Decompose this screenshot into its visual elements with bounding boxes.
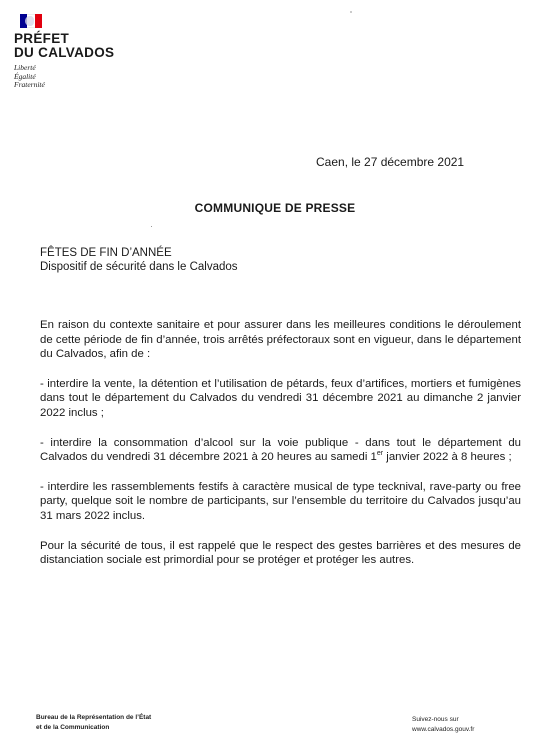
website-link[interactable]: www.calvados.gouv.fr — [412, 725, 475, 733]
footer-office-line2: et de la Communication — [36, 723, 110, 731]
motto-egalite: Égalité — [14, 71, 36, 81]
document-body — [40, 318, 521, 583]
prefecture-logo — [14, 14, 164, 90]
document-title: COMMUNIQUE DE PRESSE — [194, 201, 356, 215]
scan-speck — [350, 11, 352, 13]
footer-website — [412, 715, 474, 734]
measure-alcohol: - interdire la consommation d’alcool sur la voie publique - dans tout le département du Calvados du vendredi 31 décembre 2021 à 20 heures au samedi 1er janvier 2022 à 8 heures ; — [40, 436, 521, 464]
prefet-name-line1: PRÉFET — [14, 31, 70, 46]
motto-liberte: Liberté — [14, 63, 36, 72]
marianne-flag-icon — [20, 14, 42, 28]
prefet-name-line2: DU CALVADOS — [14, 45, 115, 60]
footer-office-line1: Bureau de la Représentation de l’État — [36, 714, 152, 721]
footer-follow-label: Suivez-nous sur — [412, 716, 459, 723]
subject-subheading: Dispositif de sécurité dans le Calvados — [40, 261, 238, 273]
subject-heading: FÊTES DE FIN D’ANNÉE — [40, 247, 172, 259]
closing-paragraph: Pour la sécurité de tous, il est rappelé que le respect des gestes barrières et des mesures de distanciation sociale est primordial pour se protéger et protéger les autres. — [40, 539, 521, 567]
document-date: Caen, le 27 décembre 2021 — [316, 155, 465, 169]
subject-block — [40, 246, 510, 274]
motto-fraternite: Fraternité — [14, 80, 45, 89]
republic-motto — [14, 64, 164, 90]
scan-speck — [151, 226, 152, 227]
measure-gatherings: - interdire les rassemblements festifs à caractère musical de type tecknival, rave-party ou free party, quelque soit le nombre de participants, sur l’ensemble du territoire du Calvados jusqu’au 31 mars 2022 inclus. — [40, 480, 521, 522]
footer-office — [36, 713, 151, 732]
measure-fireworks: - interdire la vente, la détention et l’utilisation de pétards, feux d’artifices, mortiers et fumigènes dans tout le département du Calvados du vendredi 31 décembre 2021 au dimanche 2 janvier 2022 inclus ; — [40, 377, 521, 419]
intro-paragraph: En raison du contexte sanitaire et pour assurer dans les meilleures conditions le déroulement de cette période de fin d’année, trois arrêtés préfectoraux sont en vigueur, dans le département du Calvados, afin de : — [40, 319, 521, 361]
